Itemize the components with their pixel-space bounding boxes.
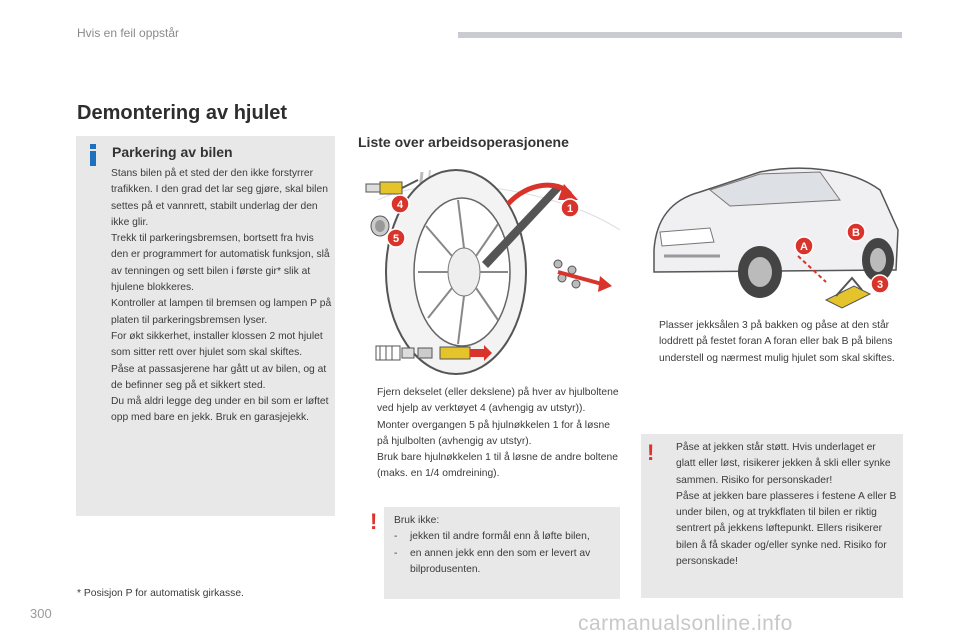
warning-paragraph: Påse at jekken står støtt. Hvis underlaget er glatt eller løst, risikerer jekken å skli eller synke sammen. Risiko for personskader!: [676, 442, 891, 486]
warning-item-text: en annen jekk enn den som er levert av bilprodusenten.: [410, 547, 591, 575]
dash-marker: -: [394, 531, 398, 543]
info-paragraph: Du må aldri legge deg under en bil som er løftet opp med bare en jekk. Bruk en garasjejekk.: [111, 396, 329, 424]
callout-b-label: B: [852, 227, 860, 239]
warning-right-text: [676, 440, 898, 570]
callout-3: [871, 275, 889, 293]
callout-3-label: 3: [876, 279, 884, 291]
callout-5: [387, 229, 405, 247]
info-paragraph: Trekk til parkeringsbremsen, bortsett fra hvis den er programmert for automatisk funksjon, slå av tenningen og sett bilen i første gir* slik at hjulene blokkeres.: [111, 233, 330, 294]
list-item: [359, 385, 621, 418]
callout-4-label: 4: [396, 199, 404, 211]
jack-shape: [826, 278, 870, 308]
step-text: Fjern dekselet (eller dekslene) på hver av hjulboltene ved hjelp av verktøyet 4 (avhengig av utstyr)).: [377, 387, 619, 415]
step-text: Monter overgangen 5 på hjulnøkkelen 1 for å løsne på hjulbolten (avhengig av utstyr).: [377, 419, 610, 447]
cap-tool-shape: [366, 180, 418, 194]
section-header-title: Hvis en feil oppstår: [77, 26, 180, 40]
car-jack-illustration: [640, 160, 902, 310]
warning-left-text: [394, 513, 614, 578]
callout-1: [561, 199, 579, 217]
info-box: [76, 136, 335, 516]
list-item: [394, 529, 614, 545]
callout-5-label: 5: [392, 233, 400, 245]
list-item: [641, 318, 903, 367]
wheel-removal-illustration: [358, 160, 620, 382]
list-item: [359, 450, 621, 483]
adapter-shape: [371, 216, 389, 236]
info-paragraph: Kontroller at lampen til bremsen og lampen P på platen til parkeringsbremsen lyser.: [111, 298, 332, 326]
info-paragraph: For økt sikkerhet, installer klossen 2 mot hjulet som sitter rett over hjulet som skal skiftes.: [111, 330, 323, 359]
dash-marker: -: [394, 547, 398, 559]
info-body: [111, 166, 333, 427]
header-bar: [458, 32, 902, 38]
step-text: Bruk bare hjulnøkkelen 1 til å løsne de andre boltene (maks. en 1/4 omdreining).: [377, 452, 618, 480]
info-paragraph: Påse at passasjerene har gått ut av bilen, og at de befinner seg på et sikkert sted.: [111, 363, 327, 391]
callout-a-label: A: [800, 241, 808, 253]
callout-a: [795, 237, 813, 255]
callout-b: [847, 223, 865, 241]
warning-icon: !: [647, 440, 655, 465]
page-number: 300: [30, 606, 52, 621]
page-title: Demontering av hjulet: [77, 102, 288, 124]
warning-item-text: jekken til andre formål enn å løfte bilen,: [410, 531, 590, 543]
warning-intro: Bruk ikke:: [394, 515, 440, 526]
warning-icon: !: [370, 509, 378, 534]
watermark: carmanualsonline.info: [578, 612, 793, 635]
right-step-list: [641, 318, 903, 367]
left-step-list: [359, 385, 621, 483]
list-item: [394, 546, 614, 579]
operations-heading: Liste over arbeidsoperasjonene: [358, 134, 569, 150]
info-icon: [86, 144, 100, 166]
callout-4: [391, 195, 409, 213]
step-text: Plasser jekksålen 3 på bakken og påse at den står loddrett på festet foran A foran eller bak B på bilens understell og nærmest mulig hjulet som skal skiftes.: [659, 320, 895, 364]
list-item: [359, 418, 621, 451]
warning-box-right: [641, 434, 903, 598]
warning-box-left: [370, 507, 620, 599]
callout-1-label: 1: [566, 203, 574, 215]
info-paragraph: Stans bilen på et sted der den ikke forstyrrer trafikken. I den grad det lar seg gjøre, skal bilen settes på et vannrett, stabilt underlag der den ikke glir.: [111, 168, 328, 228]
warning-paragraph: Påse at jekken bare plasseres i festene A eller B under bilen, og at trykkflaten til bilen er riktig sentrert på jekkens løftepunkt. Ellers risikerer bilen å få skader og/eller synke ned. Risiko for personskade!: [676, 490, 897, 568]
info-heading: Parkering av bilen: [112, 144, 233, 160]
footnote: * Posisjon P for automatisk girkasse.: [77, 588, 244, 599]
